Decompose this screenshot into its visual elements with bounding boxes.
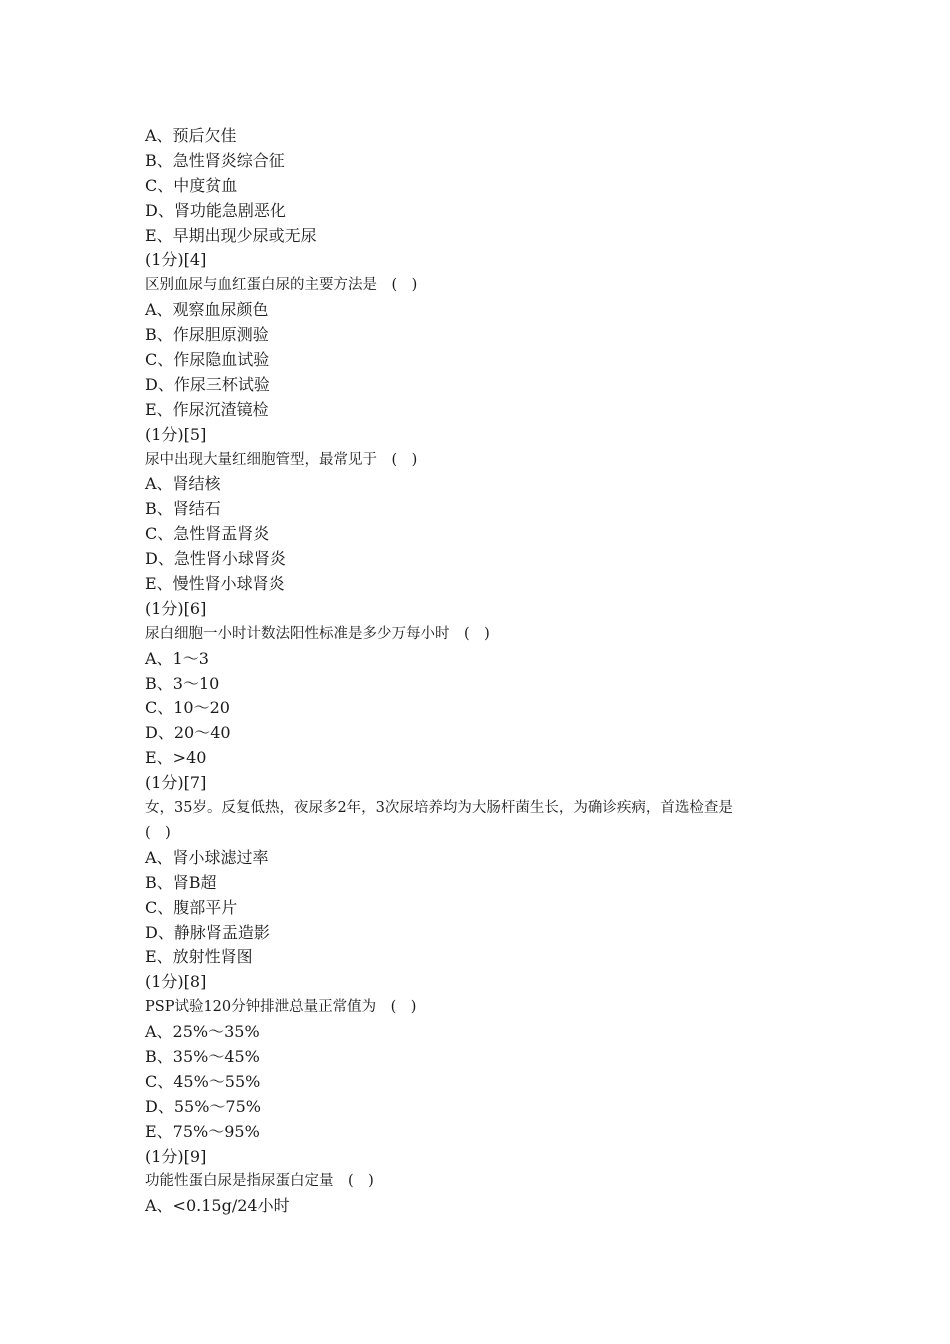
question-score-number: (1分)[8] [145,972,207,992]
answer-option: E、早期出现少尿或无尿 [145,225,317,245]
answer-option: A、观察血尿颜色 [145,300,269,320]
question-score-number: (1分)[4] [145,250,207,270]
answer-option: E、>40 [145,748,207,768]
question-score-number: (1分)[5] [145,424,207,444]
answer-option: C、中度贫血 [145,175,238,195]
answer-option: D、作尿三杯试验 [145,374,270,394]
exam-content [145,124,825,1219]
answer-option: B、作尿胆原测验 [145,325,269,345]
question-text: ( ) [145,824,171,841]
answer-option: A、肾小球滤过率 [145,847,269,867]
answer-option: B、35%～45% [145,1046,260,1066]
answer-option: A、预后欠佳 [145,126,237,145]
answer-option: A、1～3 [145,648,209,668]
question-score-number: (1分)[6] [145,598,207,618]
answer-option: A、肾结核 [145,474,221,494]
question-score-number: (1分)[9] [145,1146,207,1166]
question-score-number: (1分)[7] [145,773,207,793]
answer-option: C、45%～55% [145,1071,261,1091]
answer-option: E、75%～95% [145,1121,260,1141]
question-text: 尿白细胞一小时计数法阳性标准是多少万每小时 ( ) [145,625,490,642]
question-text: 尿中出现大量红细胞管型，最常见于 ( ) [145,451,418,468]
answer-option: E、慢性肾小球肾炎 [145,574,285,594]
question-text: 功能性蛋白尿是指尿蛋白定量 ( ) [145,1173,374,1190]
answer-option: B、3～10 [145,673,220,693]
answer-option: E、作尿沉渣镜检 [145,399,269,419]
answer-option: C、腹部平片 [145,897,238,917]
question-text: 区别血尿与血红蛋白尿的主要方法是 ( ) [145,277,418,294]
answer-option: A、25%～35% [145,1022,260,1042]
answer-option: B、肾B超 [145,872,217,892]
answer-option: C、作尿隐血试验 [145,350,270,370]
answer-option: D、55%～75% [145,1096,261,1116]
answer-option: B、急性肾炎综合征 [145,150,285,170]
answer-option: D、20～40 [145,723,231,743]
answer-option: A、<0.15g/24小时 [145,1196,290,1216]
answer-option: C、10～20 [145,698,230,718]
question-text: PSP试验120分钟排泄总量正常值为 ( ) [145,999,417,1016]
answer-option: C、急性肾盂肾炎 [145,524,270,544]
question-text: 女，35岁。反复低热，夜尿多2年，3次尿培养均为大肠杆菌生长，为确诊疾病，首选检查是 [145,800,733,817]
answer-option: D、肾功能急剧恶化 [145,200,286,220]
answer-option: D、急性肾小球肾炎 [145,549,286,569]
answer-option: D、静脉肾盂造影 [145,922,270,942]
answer-option: E、放射性肾图 [145,947,253,967]
answer-option: B、肾结石 [145,499,221,519]
